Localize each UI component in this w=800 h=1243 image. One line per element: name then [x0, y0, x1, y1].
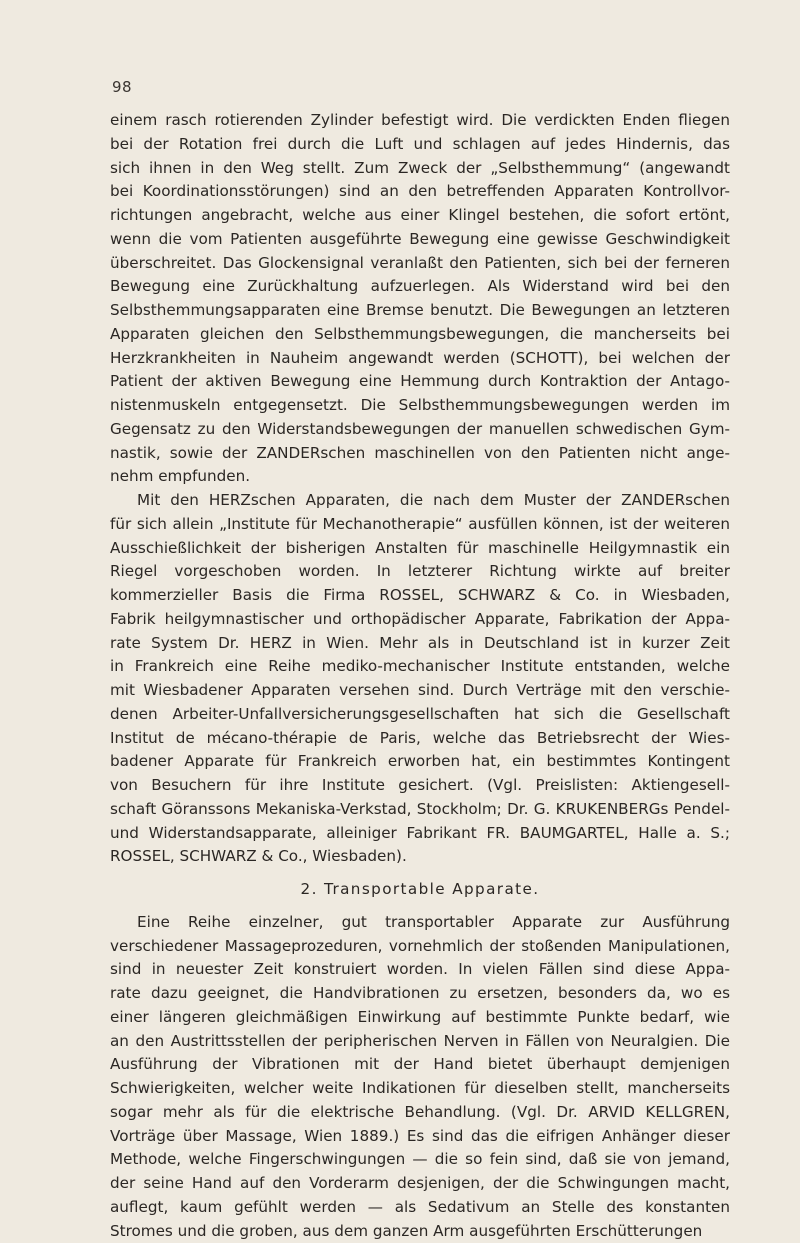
text-line: Riegel vorgeschoben worden. In letzterer Richtung wirkte auf breiter	[110, 560, 730, 584]
text-line: rate System Dr. HERZ in Wien. Mehr als in Deutschland ist in kurzer Zeit	[110, 632, 730, 656]
text-line: Fabrik heilgymnastischer und orthopädischer Apparate, Fabrikation der Appa-	[110, 608, 730, 632]
text-line: Methode, welche Fingerschwingungen — die so fein sind, daß sie von jemand,	[110, 1148, 730, 1172]
text-line: Selbsthemmungsapparaten eine Bremse benutzt. Die Bewegungen an letzteren	[110, 299, 730, 323]
text-line: Bewegung eine Zurückhaltung aufzuerlegen. Als Widerstand wird bei den	[110, 275, 730, 299]
text-line: badener Apparate für Frankreich erworben hat, ein bestimmtes Kontingent	[110, 750, 730, 774]
text-line: Gegensatz zu den Widerstandsbewegungen der manuellen schwedischen Gym-	[110, 418, 730, 442]
text-line: wenn die vom Patienten ausgeführte Bewegung eine gewisse Geschwindigkeit	[110, 228, 730, 252]
text-line: sind in neuester Zeit konstruiert worden. In vielen Fällen sind diese Appa-	[110, 958, 730, 982]
text-line: denen Arbeiter-Unfallversicherungsgesellschaften hat sich die Gesellschaft	[110, 703, 730, 727]
text-line: nastik, sowie der ZANDERschen maschinellen von den Patienten nicht ange-	[110, 442, 730, 466]
text-line: verschiedener Massageprozeduren, vornehmlich der stoßenden Manipulationen,	[110, 935, 730, 959]
text-line: bei der Rotation frei durch die Luft und schlagen auf jedes Hindernis, das	[110, 133, 730, 157]
text-line: für sich allein „Institute für Mechanotherapie“ ausfüllen können, ist der weiteren	[110, 513, 730, 537]
text-line: Ausschießlichkeit der bisherigen Anstalten für maschinelle Heilgymnastik ein	[110, 537, 730, 561]
text-line: Mit den HERZschen Apparaten, die nach dem Muster der ZANDERschen	[110, 489, 730, 513]
text-line: sich ihnen in den Weg stellt. Zum Zweck der „Selbsthemmung“ (angewandt	[110, 157, 730, 181]
text-line: überschreitet. Das Glockensignal veranlaßt den Patienten, sich bei der ferneren	[110, 252, 730, 276]
text-line: von Besuchern für ihre Institute gesichert. (Vgl. Preislisten: Aktiengesell-	[110, 774, 730, 798]
paragraph	[110, 911, 730, 1243]
text-line: Institut de mécano-thérapie de Paris, welche das Betriebsrecht der Wies-	[110, 727, 730, 751]
section-heading	[110, 878, 730, 902]
page-number: 98	[112, 78, 132, 96]
text-line: nistenmuskeln entgegensetzt. Die Selbsthemmungsbewegungen werden im	[110, 394, 730, 418]
text-line: Herzkrankheiten in Nauheim angewandt werden (SCHOTT), bei welchen der	[110, 347, 730, 371]
text-line: ROSSEL, SCHWARZ & Co., Wiesbaden).	[110, 845, 730, 869]
page-text-body	[110, 109, 730, 1243]
paragraph	[110, 109, 730, 489]
text-line: einem rasch rotierenden Zylinder befestigt wird. Die verdickten Enden fliegen	[110, 109, 730, 133]
text-line: Patient der aktiven Bewegung eine Hemmung durch Kontraktion der Antago-	[110, 370, 730, 394]
text-line: kommerzieller Basis die Firma ROSSEL, SCHWARZ & Co. in Wiesbaden,	[110, 584, 730, 608]
text-line: Schwierigkeiten, welcher weite Indikationen für dieselben stellt, mancherseits	[110, 1077, 730, 1101]
text-line: Apparaten gleichen den Selbsthemmungsbewegungen, die mancherseits bei	[110, 323, 730, 347]
text-line: auflegt, kaum gefühlt werden — als Sedativum an Stelle des konstanten	[110, 1196, 730, 1220]
text-line: und Widerstandsapparate, alleiniger Fabrikant FR. BAUMGARTEL, Halle a. S.;	[110, 822, 730, 846]
text-line: nehm empfunden.	[110, 465, 730, 489]
text-line: einer längeren gleichmäßigen Einwirkung auf bestimmte Punkte bedarf, wie	[110, 1006, 730, 1030]
text-line: Stromes und die groben, aus dem ganzen Arm ausgeführten Erschütterungen	[110, 1220, 730, 1243]
text-line: sogar mehr als für die elektrische Behandlung. (Vgl. Dr. ARVID KELLGREN,	[110, 1101, 730, 1125]
text-line: an den Austrittsstellen der peripherischen Nerven in Fällen von Neuralgien. Die	[110, 1030, 730, 1054]
section-heading-text: 2. Transportable Apparate.	[110, 878, 730, 902]
text-line: rate dazu geeignet, die Handvibrationen zu ersetzen, besonders da, wo es	[110, 982, 730, 1006]
text-line: Ausführung der Vibrationen mit der Hand bietet überhaupt demjenigen	[110, 1053, 730, 1077]
text-line: Vorträge über Massage, Wien 1889.) Es sind das die eifrigen Anhänger dieser	[110, 1125, 730, 1149]
text-line: in Frankreich eine Reihe mediko-mechanischer Institute entstanden, welche	[110, 655, 730, 679]
paragraph	[110, 489, 730, 869]
text-line: bei Koordinationsstörungen) sind an den betreffenden Apparaten Kontrollvor-	[110, 180, 730, 204]
text-line: richtungen angebracht, welche aus einer Klingel bestehen, die sofort ertönt,	[110, 204, 730, 228]
text-line: Eine Reihe einzelner, gut transportabler Apparate zur Ausführung	[110, 911, 730, 935]
text-line: schaft Göranssons Mekaniska-Verkstad, Stockholm; Dr. G. KRUKENBERGs Pendel-	[110, 798, 730, 822]
text-line: der seine Hand auf den Vorderarm desjenigen, der die Schwingungen macht,	[110, 1172, 730, 1196]
text-line: mit Wiesbadener Apparaten versehen sind. Durch Verträge mit den verschie-	[110, 679, 730, 703]
